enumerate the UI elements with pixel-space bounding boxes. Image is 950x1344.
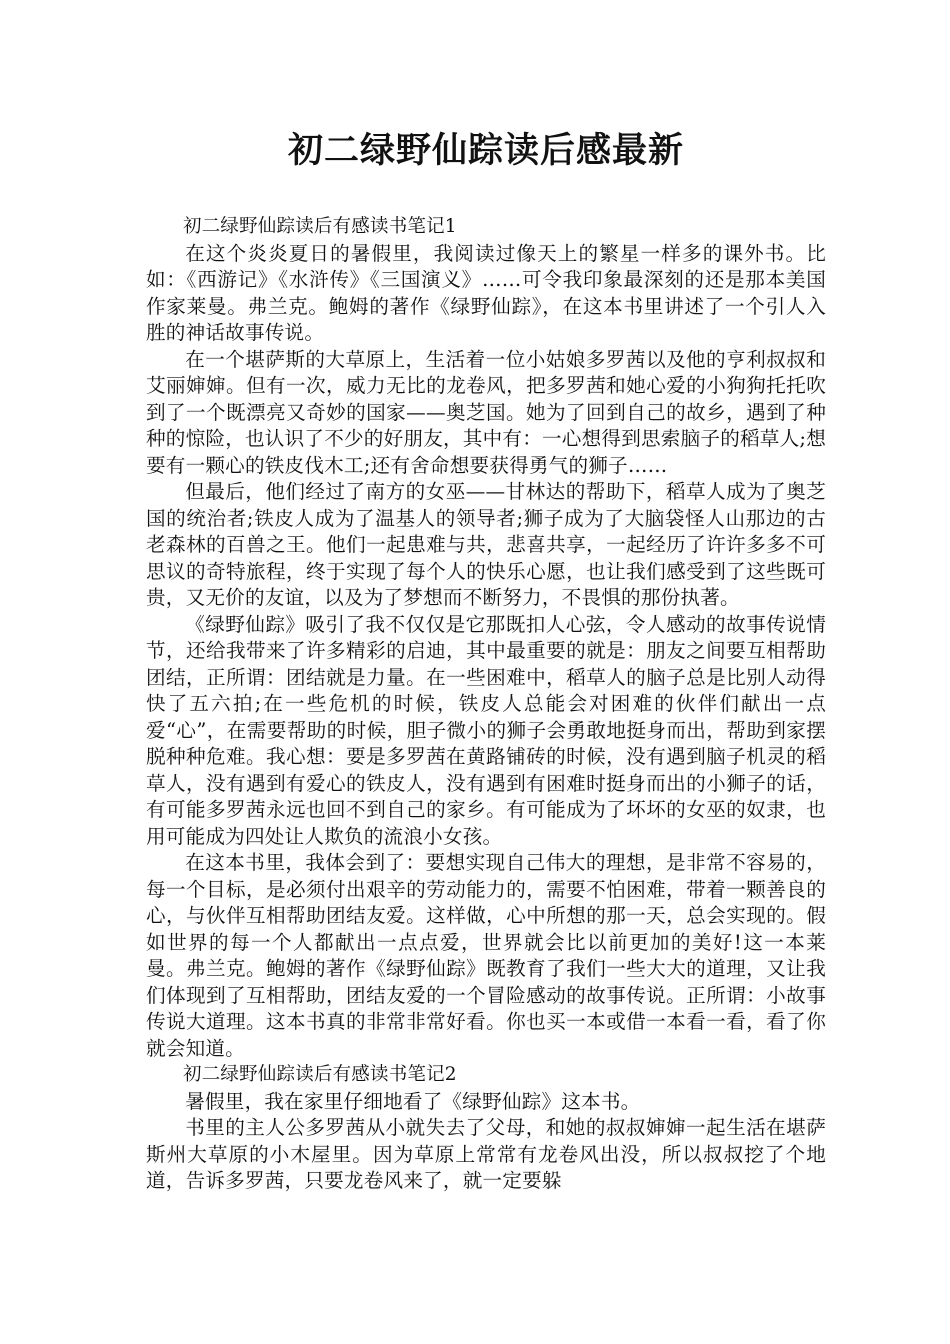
paragraph: 暑假里，我在家里仔细地看了《绿野仙踪》这本书。: [185, 1089, 641, 1113]
paragraph: 《绿野仙踪》吸引了我不仅仅是它那既扣人心弦，令人感动的故事传说情节，还给我带来了许多精彩的启迪，其中最重要的就是：朋友之间要互相帮助团结，正所谓：团结就是力量。在一些困难中，稻草人的脑子总是比别人动得快了五六拍;在一些危机的时候，铁皮人总能会对困难的伙伴们献出一点爱“心”，在需要帮助的时候，胆子微小的狮子会勇敢地挺身而出，帮助到家摆脱种种危难。我心想：要是多罗茜在黄路铺砖的时候，没有遇到脑子机灵的稻草人，没有遇到有爱心的铁皮人，没有遇到有困难时挺身而出的小狮子的话，有可能多罗茜永远也回不到自己的家乡。有可能成为了坏坏的女巫的奴隶，也用可能成为四处让人欺负的流浪小女孩。: [146, 612, 826, 848]
document-title: 初二绿野仙踪读后感最新: [287, 131, 684, 171]
section-heading-1: 初二绿野仙踪读后有感读书笔记1: [183, 216, 457, 237]
paragraph: 在这本书里，我体会到了：要想实现自己伟大的理想，是非常不容易的，每一个目标，是必须付出艰辛的劳动能力的，需要不怕困难，带着一颗善良的心，与伙伴互相帮助团结友爱。这样做，心中所想的那一天，总会实现的。假如世界的每一个人都献出一点点爱，世界就会比以前更加的美好!这一本莱曼。弗兰克。鲍姆的著作《绿野仙踪》既教育了我们一些大大的道理，又让我们体现到了互相帮助，团结友爱的一个冒险感动的故事传说。正所谓：小故事传说大道理。这本书真的非常非常好看。你也买一本或借一本看一看，看了你就会知道。: [146, 851, 826, 1060]
paragraph: 但最后，他们经过了南方的女巫——甘林达的帮助下，稻草人成为了奥芝国的统治者;铁皮人成为了温基人的领导者;狮子成为了大脑袋怪人山那边的古老森林的百兽之王。他们一起患难与共，悲喜共享，一起经历了许许多多不可思议的奇特旅程，终于实现了每个人的快乐心愿，也让我们感受到了这些既可贵，又无价的友谊，以及为了梦想而不断努力，不畏惧的那份执著。: [146, 480, 826, 609]
section-heading-2: 初二绿野仙踪读后有感读书笔记2: [183, 1064, 457, 1085]
paragraph: 书里的主人公多罗茜从小就失去了父母，和她的叔叔婶婶一起生活在堪萨斯州大草原的小木屋里。因为草原上常常有龙卷风出没，所以叔叔挖了个地道，告诉多罗茜，只要龙卷风来了，就一定要躲: [146, 1116, 826, 1192]
paragraph: 在一个堪萨斯的大草原上，生活着一位小姑娘多罗茜以及他的亨利叔叔和艾丽婶婶。但有一次，威力无比的龙卷风，把多罗茜和她心爱的小狗狗托托吹到了一个既漂亮又奇妙的国家——奥芝国。她为了回到自己的故乡，遇到了种种的惊险，也认识了不少的好朋友，其中有：一心想得到思索脑子的稻草人;想要有一颗心的铁皮伐木工;还有舍命想要获得勇气的狮子……: [146, 347, 826, 477]
document-page: [146, 124, 826, 1195]
paragraph: 在这个炎炎夏日的暑假里，我阅读过像天上的繁星一样多的课外书。比如：《西游记》《水浒传》《三国演义》……可令我印象最深刻的还是那本美国作家莱曼。弗兰克。鲍姆的著作《绿野仙踪》，在这本书里讲述了一个引人入胜的神话故事传说。: [146, 241, 826, 344]
document-body: [146, 214, 826, 1195]
